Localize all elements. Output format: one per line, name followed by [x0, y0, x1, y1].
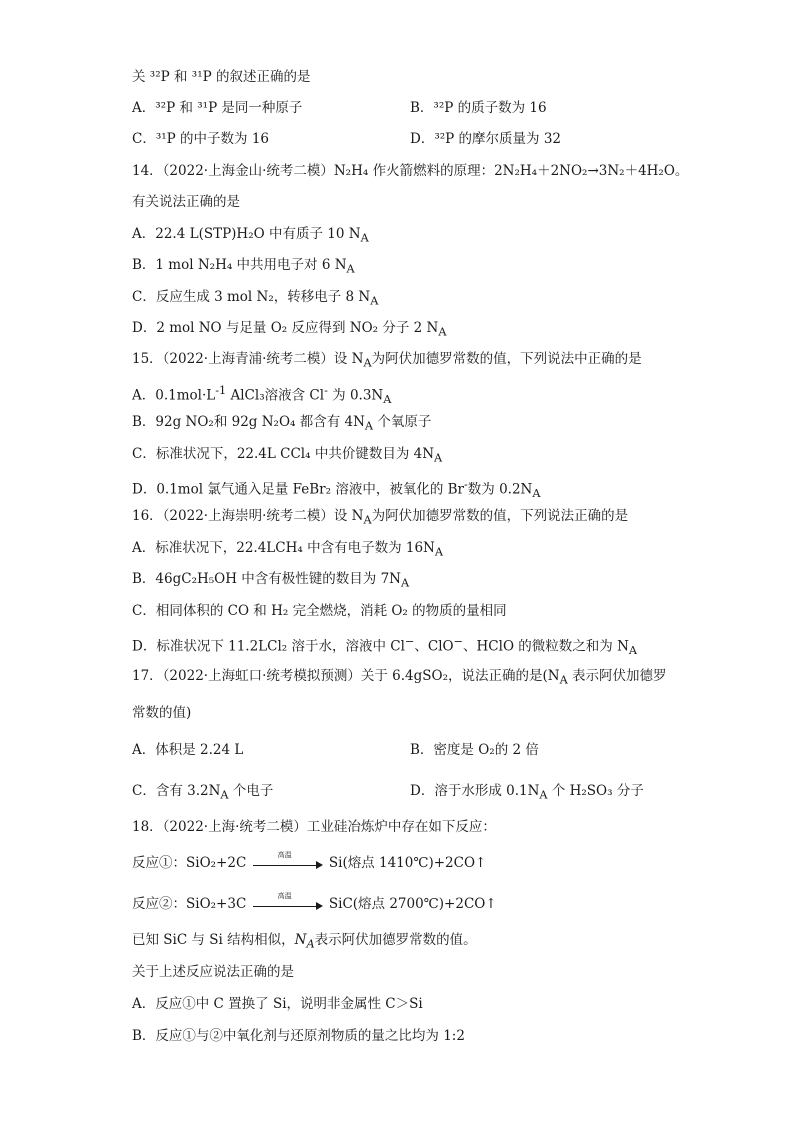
q17-option-c: C．含有 $3.2N_A$ 个电子 [132, 783, 274, 802]
q18-option-a: A．反应①中 C 置换了 Si，说明非金属性 C＞Si [132, 996, 423, 1012]
q18-note: 已知 SiC 与 Si 结构相似，$N_A$表示阿伏加德罗常数的值。 [132, 932, 477, 951]
q18-stem: 18．（2022·上海·统考二模）工业硅冶炼炉中存在如下反应： [132, 819, 496, 835]
q15-option-c: C．标准状况下，22.4L CCl₄ 中共价键数目为 $4N_A$ [132, 446, 443, 465]
q16-option-d: D．标准状况下 11.2LCl₂ 溶于水，溶液中 Cl−、ClO−、HClO 的微粒数之和为 $N_A$ [132, 635, 638, 658]
q18-reaction-1: 反应①：SiO₂+2C 高温 Si(熔点 1410℃)+2CO↑ [132, 850, 487, 871]
reaction-arrow-icon: 高温 [253, 899, 323, 911]
q18-stem-cont: 关于上述反应说法正确的是 [132, 964, 294, 980]
q16-stem: 16．（2022·上海崇明·统考二模）设 $N_A$为阿伏加德罗常数的值，下列说法正确的是 [132, 508, 629, 527]
q14-option-d: D．2 mol NO 与足量 O₂ 反应得到 NO₂ 分子 2 $N_A$ [132, 320, 447, 339]
q16-option-a: A．标准状况下，22.4LCH₄ 中含有电子数为 $16N_A$ [132, 540, 443, 559]
q15-option-d: D．0.1mol 氯气通入足量 FeBr₂ 溶液中，被氧化的 Br-数为 $0.2N_A$ [132, 478, 541, 501]
q17-stem-cont: 常数的值) [132, 705, 192, 721]
q14-option-c: C．反应生成 3 mol N₂，转移电子 8 $N_A$ [132, 289, 379, 308]
q15-option-a: A．$0.1mol\cdot L^{-1}$ AlCl₃溶液含 Cl- 为 $0.3N_A$ [132, 384, 392, 407]
q17-option-a: A．体积是 2.24 L [132, 742, 244, 758]
q13-option-a: A．³²P 和 ³¹P 是同一种原子 [132, 100, 303, 116]
q14-stem: 14．（2022·上海金山·统考二模）N₂H₄ 作火箭燃料的原理：2N₂H₄＋2NO₂→3N₂＋4H₂O。 [132, 163, 689, 179]
q17-stem: 17．（2022·上海虹口·统考模拟预测）关于 6.4gSO₂，说法正确的是($N_A$ 表示阿伏加德罗 [132, 668, 667, 687]
q13-options-row1 [132, 99, 302, 117]
q13-stem: 关 ³²P 和 ³¹P 的叙述正确的是 [132, 69, 311, 85]
q16-option-c: C．相同体积的 CO 和 H₂ 完全燃烧，消耗 O₂ 的物质的量相同 [132, 603, 507, 619]
q14-option-b: B．1 mol N₂H₄ 中共用电子对 6 $N_A$ [132, 257, 355, 276]
q13-option-d: D．³²P 的摩尔质量为 32 [410, 131, 561, 147]
q18-option-b: B．反应①与②中氧化剂与还原剂物质的量之比均为 1:2 [132, 1028, 465, 1044]
q14-option-a: A．22.4 L(STP)H₂O 中有质子 10 $N_A$ [132, 226, 369, 245]
q15-option-b: B．92g NO₂和 92g N₂O₄ 都含有 $4N_A$ 个氧原子 [132, 414, 432, 433]
q17-option-b: B．密度是 O₂的 2 倍 [410, 742, 539, 758]
q15-stem: 15．（2022·上海青浦·统考二模）设 $N_A$为阿伏加德罗常数的值，下列说法中正确的是 [132, 351, 642, 370]
q14-stem-cont: 有关说法正确的是 [132, 194, 240, 210]
q17-option-d: D．溶于水形成 $0.1N_A$ 个 H₂SO₃ 分子 [410, 783, 644, 802]
q13-option-c: C．³¹P 的中子数为 16 [132, 131, 269, 147]
q13-option-b: B．³²P 的质子数为 16 [410, 100, 547, 116]
q18-reaction-2: 反应②：SiO₂+3C 高温 SiC(熔点 2700℃)+2CO↑ [132, 891, 497, 912]
reaction-arrow-icon: 高温 [253, 858, 323, 870]
q16-option-b: B．46gC₂H₅OH 中含有极性键的数目为 $7N_A$ [132, 571, 410, 590]
